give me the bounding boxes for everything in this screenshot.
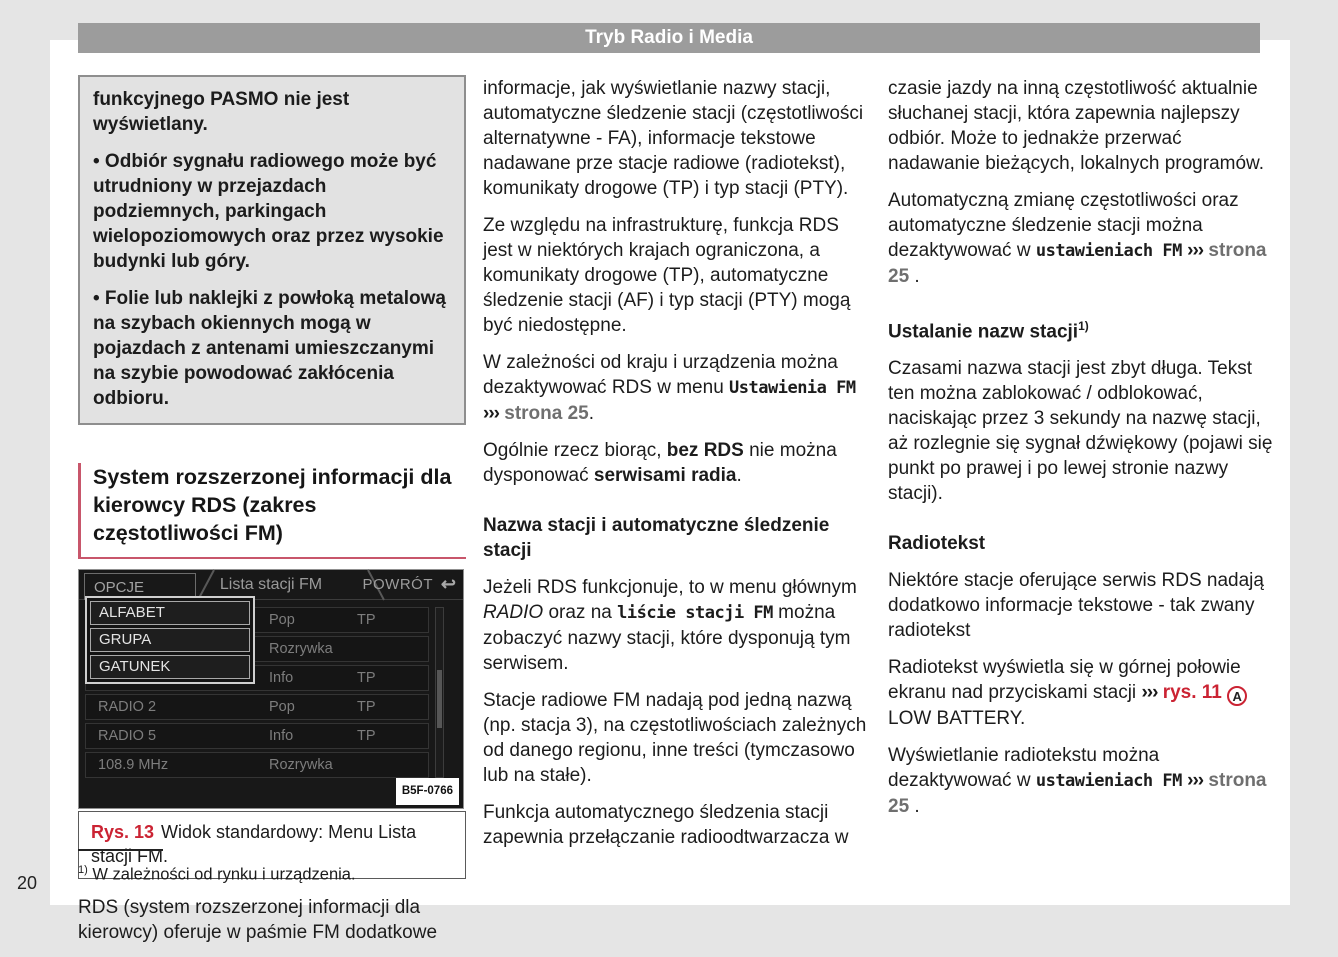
station-genre: Info [269, 670, 294, 686]
text: . [588, 403, 595, 424]
paragraph: Funkcja automatycznego śledzenia stacji zapewnia przełączanie radioodtwarzacza w [483, 802, 849, 848]
radio-screen-illustration [78, 569, 464, 809]
station-row [85, 752, 429, 778]
page-number: 20 [17, 873, 38, 893]
text: można zobaczyć nazwy stacji, które dysponują tym serwisem. [483, 602, 851, 674]
text: Automatyczną zmianę częstotliwości oraz automatyczne śledzenie stacji można dezaktywować w [888, 190, 1239, 261]
chapter-header [78, 23, 1260, 53]
paragraph [483, 575, 871, 676]
note-paragraph: funkcyjnego PASMO nie jest wyświetlany. [93, 89, 350, 135]
chapter-title: Tryb Radio i Media [585, 27, 753, 48]
station-row [85, 694, 429, 720]
cross-ref-arrows: ››› [1141, 682, 1158, 704]
figure-code: B5F-0766 [396, 778, 459, 805]
menu-item-gatunek: GATUNEK [90, 655, 250, 679]
station-tp-flag: TP [357, 670, 376, 686]
circled-a-marker: A [1227, 686, 1247, 706]
paragraph [483, 350, 871, 426]
cross-ref-arrows: ››› [1187, 770, 1204, 792]
figure-radio-screen [78, 569, 466, 879]
footnote-text: W zależności od rynku i urządzenia. [87, 865, 356, 884]
footnote-marker: 1) [1078, 319, 1089, 333]
scrollbar-thumb [437, 670, 442, 728]
station-tp-flag: TP [357, 699, 376, 715]
note-bullet: • Odbiór sygnału radiowego może być utrudniony w przejazdach podziemnych, parkingach wielopoziomowych oraz przez wysokie budynki lub góry. [93, 151, 444, 272]
paragraph [483, 438, 871, 488]
figure-reference-link[interactable]: rys. 11 [1162, 682, 1222, 704]
page-reference-link[interactable]: strona 25 [888, 770, 1267, 818]
paragraph: czasie jazdy na inną częstotliwość aktualnie słuchanej stacji, która zapewnia najlepszy odbiór. Może to jednakże przerwać nadawanie bieżących, lokalnych programów. [888, 78, 1264, 174]
footnote [78, 864, 356, 885]
station-name: RADIO 5 [98, 728, 157, 744]
left-column [78, 75, 466, 957]
menu-path-text: ustawieniach FM [1035, 771, 1182, 792]
figure-caption-text: Widok standardowy: Menu Lista stacji FM. [91, 822, 417, 866]
station-tp-flag: TP [357, 612, 376, 628]
subsection-heading [888, 314, 1276, 344]
station-genre: Info [269, 728, 294, 744]
scrollbar [435, 607, 444, 778]
options-dropdown [85, 596, 255, 684]
page-reference-link[interactable]: strona 25 [888, 240, 1267, 287]
text: LOW BATTERY. [888, 708, 1026, 730]
text: oraz na [543, 602, 618, 623]
cross-ref-arrows: ››› [1187, 240, 1204, 261]
text: . [909, 266, 920, 287]
station-genre: Pop [269, 612, 295, 628]
station-genre: Rozrywka [269, 641, 333, 657]
paragraph: Ze względu na infrastrukturę, funkcja RDS jest w niektórych krajach ograniczona, a komunikaty drogowe (TP), automatyczne śledzenie stacji (AF) i typ stacji (PTY) mogą być niedostępne. [483, 215, 851, 336]
text: W zależności od kraju i urządzenia można dezaktywować RDS w menu [483, 352, 838, 398]
paragraph: RDS (system rozszerzonej informacji dla kierowcy) oferuje w paśmie FM dodatkowe [78, 897, 438, 943]
screen-title: Lista stacji FM [219, 576, 323, 593]
station-name: 108.9 MHz [98, 757, 169, 773]
paragraph [888, 743, 1276, 819]
options-tab: OPCJE [84, 573, 196, 600]
figure-caption-label: Rys. 13 [91, 822, 155, 842]
paragraph: Niektóre stacje oferujące serwis RDS nadają dodatkowo informacje tekstowe - tak zwany radiotekst [888, 570, 1264, 642]
text: . [736, 465, 742, 486]
cross-ref-arrows: ››› [483, 403, 499, 424]
paragraph: informacje, jak wyświetlanie nazwy stacji, automatyczne śledzenie stacji (częstotliwości alternatywne - FA), informacje tekstowe nadawane prze stacje radiowe (radiotekst), komunikaty drogowe (TP) i typ stacji (PTY). [483, 78, 864, 199]
text: . [909, 796, 920, 818]
right-column [888, 76, 1276, 831]
station-row [85, 723, 429, 749]
station-genre: Rozrywka [269, 757, 333, 773]
back-tab: POWRÓT [362, 576, 433, 593]
menu-path-text: ustawieniach FM [1035, 241, 1182, 261]
text: Radiotekst wyświetla się w górnej połowie ekranu nad przyciskami stacji [888, 657, 1241, 704]
text: nie można dysponować [483, 440, 837, 486]
footnote-divider [78, 849, 163, 851]
middle-column [483, 76, 871, 862]
return-arrow-icon: ↩ [440, 574, 456, 594]
text: Wyświetlanie radiotekstu można dezaktywować w [888, 745, 1160, 792]
heading-text: Ustalanie nazw stacji [888, 321, 1079, 343]
italic-text: RADIO [483, 602, 544, 623]
paragraph: Stacje radiowe FM nadają pod jedną nazwą (np. stacja 3), na częstotliwościach zależnych od danego regionu, inne treści (tymczasowo lub na stałe). [483, 690, 867, 786]
station-genre: Pop [269, 699, 295, 715]
paragraph [888, 655, 1276, 731]
paragraph: Czasami nazwa stacji jest zbyt długa. Tekst ten można zablokować / odblokować, naciskając przez 3 sekundy na nazwę stacji, aż rozlegnie się sygnał dźwiękowy (pojawi się punkt po prawej i po lewej stronie nazwy stacji). [888, 358, 1273, 505]
station-name: RADIO 2 [98, 699, 157, 715]
note-box [78, 75, 466, 425]
subsection-heading: Radiotekst [888, 533, 986, 555]
paragraph [888, 188, 1276, 289]
text: Jeżeli RDS funkcjonuje, to w menu głównym [483, 577, 857, 598]
footnote-marker: 1) [78, 864, 88, 876]
menu-path-text: Ustawienia FM [729, 378, 856, 398]
station-tp-flag: TP [357, 728, 376, 744]
subsection-heading: Nazwa stacji i automatyczne śledzenie stacji [483, 515, 830, 561]
menu-path-text: liście stacji FM [617, 603, 773, 623]
bold-text: bez RDS [666, 440, 744, 461]
menu-item-grupa: GRUPA [90, 628, 250, 652]
section-heading: System rozszerzonej informacji dla kierowcy RDS (zakres częstotliwości FM) [78, 463, 466, 559]
bold-text: serwisami radia [593, 465, 737, 486]
text: Ogólnie rzecz biorąc, [483, 440, 667, 461]
menu-item-alfabet: ALFABET [90, 601, 250, 625]
page-reference-link[interactable]: strona 25 [504, 403, 589, 424]
note-bullet: • Folie lub naklejki z powłoką metalową na szybach okiennych mogą w pojazdach z antenami umieszczanymi na szybie powodować zakłócenia odbioru. [93, 288, 446, 409]
